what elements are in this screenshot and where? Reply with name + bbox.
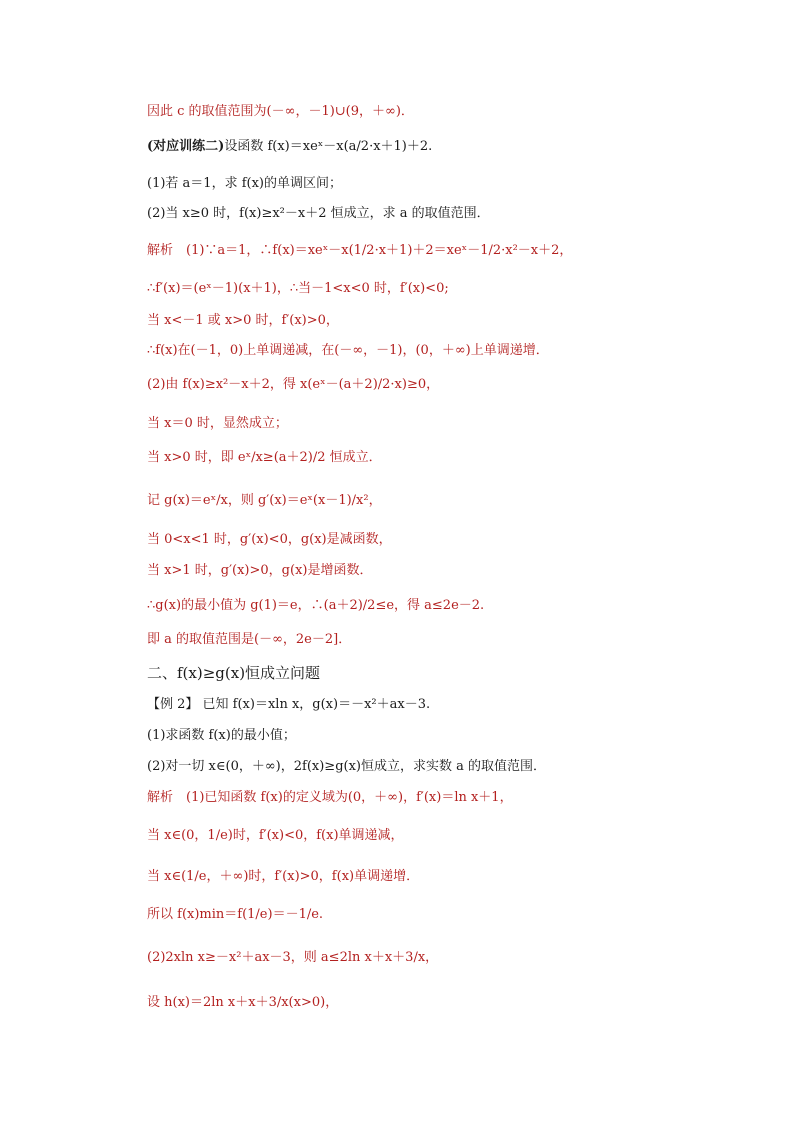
text-line — [147, 869, 419, 885]
line-text: 当 x∈(0，1/e)时，f′(x)<0，f(x)单调递减， — [147, 828, 404, 843]
line-text: 当 x<－1 或 x>0 时，f′(x)>0， — [147, 313, 339, 328]
line-text: (1)若 a＝1，求 f(x)的单调区间； — [147, 176, 342, 191]
text-line — [147, 828, 404, 844]
line-text: 当 0<x<1 时，g′(x)<0，g(x)是减函数， — [147, 532, 392, 547]
line-text: (2)对一切 x∈(0，＋∞)，2f(x)≥g(x)恒成立，求实数 a 的取值范围． — [147, 759, 547, 774]
line-text: 解析 (1)已知函数 f(x)的定义域为(0，＋∞)，f′(x)＝ln x＋1， — [147, 790, 513, 805]
text-line — [147, 950, 438, 966]
text-line — [147, 450, 382, 466]
text-line — [147, 313, 339, 329]
line-text: (2)当 x≥0 时，f(x)≥x²－x＋2 恒成立，求 a 的取值范围． — [147, 206, 490, 221]
text-line — [147, 995, 338, 1011]
text-line — [147, 139, 432, 155]
line-text: 当 x∈(1/e，＋∞)时，f′(x)>0，f(x)单调递增． — [147, 869, 420, 884]
line-text: 所以 f(x)min＝f(1/e)＝－1/e. — [147, 907, 324, 922]
line-text: (2)由 f(x)≥x²－x＋2，得 x(eˣ－(a＋2)/2·x)≥0， — [147, 377, 440, 392]
text-line — [147, 790, 513, 806]
line-text: 当 x>1 时，g′(x)>0，g(x)是增函数． — [147, 563, 373, 578]
line-text: 【例 2】 已知 f(x)＝xln x，g(x)＝－x²＋ax－3. — [147, 697, 431, 712]
line-text: 二、f(x)≥g(x)恒成立问题 — [147, 664, 321, 682]
section-heading — [147, 665, 320, 681]
text-line — [147, 907, 323, 923]
training-label: (对应训练二) — [147, 139, 225, 154]
text-line — [147, 598, 484, 614]
text-line — [147, 697, 430, 713]
line-text: 记 g(x)＝eˣ/x，则 g′(x)＝eˣ(x－1)/x²， — [147, 493, 382, 508]
line-text: ∴f′(x)＝(eˣ－1)(x＋1)，∴当－1<x<0 时，f′(x)<0; — [147, 281, 449, 296]
text-line — [147, 632, 351, 648]
line-text: (2)2xln x≥－x²＋ax－3，则 a≤2ln x＋x＋3/x， — [147, 950, 439, 965]
text-line — [147, 416, 288, 432]
text-line — [147, 563, 372, 579]
line-text: 当 x＝0 时，显然成立； — [147, 416, 288, 431]
line-text: 当 x>0 时，即 eˣ/x≥(a＋2)/2 恒成立． — [147, 450, 382, 465]
text-line — [147, 759, 546, 775]
line-text: 即 a 的取值范围是(－∞，2e－2]． — [147, 632, 352, 647]
line-text: 设函数 f(x)＝xeˣ－x(a/2·x＋1)＋2. — [224, 139, 433, 154]
text-line — [147, 728, 296, 744]
text-line — [147, 104, 414, 120]
text-line — [147, 243, 572, 259]
text-line — [147, 532, 392, 548]
line-text: ∴f(x)在(－1，0)上单调递减，在(－∞，－1)，(0，＋∞)上单调递增． — [147, 343, 549, 358]
text-line — [147, 493, 382, 509]
text-line — [147, 206, 490, 222]
text-line — [147, 281, 449, 297]
text-line — [147, 343, 549, 359]
line-text: (1)求函数 f(x)的最小值； — [147, 728, 296, 743]
text-line — [147, 377, 439, 393]
line-text: 因此 c 的取值范围为(－∞，－1)∪(9，＋∞)． — [147, 104, 414, 119]
line-text: 设 h(x)＝2ln x＋x＋3/x(x>0)， — [147, 995, 339, 1010]
text-line — [147, 176, 342, 192]
line-text: ∴g(x)的最小值为 g(1)＝e，∴(a＋2)/2≤e，得 a≤2e－2. — [147, 598, 485, 613]
line-text: 解析 (1)∵a＝1，∴f(x)＝xeˣ－x(1/2·x＋1)＋2＝xeˣ－1/2·x²－x＋2， — [147, 243, 573, 258]
